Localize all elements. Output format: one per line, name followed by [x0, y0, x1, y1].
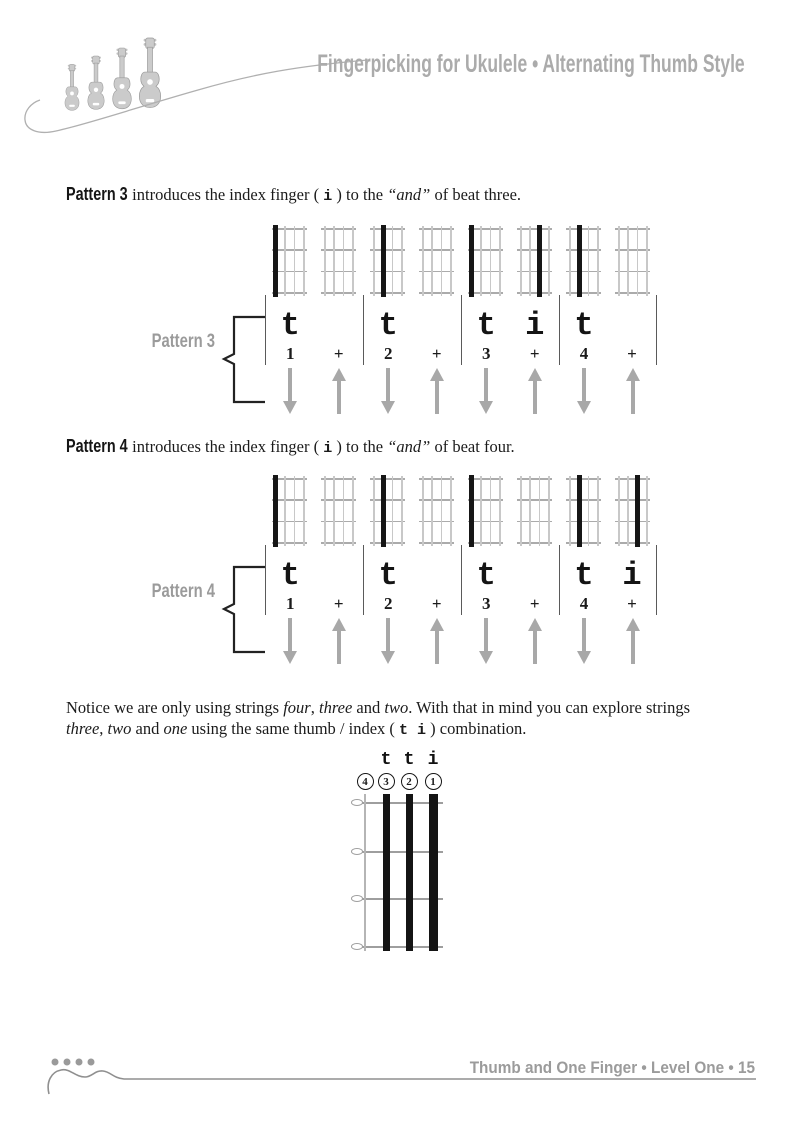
index-finger-symbol: i	[323, 440, 333, 457]
fret-line	[321, 249, 356, 251]
fret-line	[615, 292, 650, 294]
chord-grid	[372, 478, 403, 544]
strum-arrow-up	[314, 368, 363, 414]
beat-count: +	[431, 344, 442, 363]
notice-text: using the same thumb / index (	[187, 719, 400, 738]
finger-letter	[315, 311, 364, 345]
string-line	[480, 476, 482, 546]
fret-line	[419, 478, 454, 480]
string-line	[646, 476, 648, 546]
pattern3-label: Pattern 3	[151, 331, 215, 352]
fret-line	[419, 521, 454, 523]
string-line	[441, 476, 443, 546]
fret-line	[419, 499, 454, 501]
fret-line	[370, 521, 405, 523]
fret-line	[517, 542, 552, 544]
measure	[559, 545, 657, 615]
measure	[265, 295, 363, 365]
strum-arrow-down	[363, 618, 412, 664]
highlighted-string	[537, 225, 542, 297]
string-line	[303, 476, 305, 546]
string-line	[529, 226, 531, 296]
string-line	[618, 476, 620, 546]
string-number: 1	[430, 775, 436, 788]
highlighted-string	[577, 225, 582, 297]
string-line	[343, 476, 345, 546]
chord-grid	[568, 228, 599, 294]
fret-line	[321, 521, 356, 523]
string-line	[401, 476, 403, 546]
string-line	[294, 476, 296, 546]
grid-cell	[412, 228, 461, 294]
notice-text: and	[352, 698, 385, 717]
string-line	[392, 226, 394, 296]
fret-line	[566, 521, 601, 523]
string-line	[450, 226, 452, 296]
grid-cell	[461, 228, 510, 294]
highlighted-string	[381, 225, 386, 297]
fret-line	[517, 521, 552, 523]
page-title: Fingerpicking for Ukulele • Alternating Thumb Style	[317, 50, 745, 78]
pattern4-intro-lead: Pattern 4	[66, 436, 128, 456]
fret-line	[615, 228, 650, 230]
beat-cell	[266, 307, 315, 365]
strum-arrow-down	[559, 368, 608, 414]
pattern3-intro	[66, 184, 776, 207]
fret-line	[419, 542, 454, 544]
strum-arrow-down	[363, 368, 412, 414]
measure	[363, 295, 461, 365]
notice-italic: four	[283, 698, 311, 717]
pattern4-diagram	[240, 476, 680, 676]
notice-text: ,	[310, 698, 319, 717]
strum-arrow-up	[412, 368, 461, 414]
string-line	[627, 226, 629, 296]
string-3	[383, 794, 390, 951]
fret-line	[370, 292, 405, 294]
fret-end-cap	[351, 895, 363, 902]
fret-line	[321, 478, 356, 480]
finger-letter	[413, 311, 462, 345]
chord-grid	[274, 228, 305, 294]
chord-grid	[421, 478, 452, 544]
notice-text: . With that in mind you can explore strings	[408, 698, 690, 717]
finger-letter: i	[525, 307, 545, 344]
grid-cell	[461, 478, 510, 544]
string-line	[597, 226, 599, 296]
notice-paragraph	[66, 697, 776, 741]
beat-count: +	[529, 594, 540, 613]
fret-line	[615, 521, 650, 523]
notice-text: ) combination.	[426, 719, 527, 738]
string-line	[569, 226, 571, 296]
string-line	[627, 476, 629, 546]
beat-cell	[315, 311, 364, 365]
intro-text: of beat four.	[430, 437, 515, 456]
pattern4-intro	[66, 436, 776, 459]
beat-count: +	[333, 344, 344, 363]
beat-cell	[413, 561, 462, 615]
pattern3-diagram	[240, 226, 680, 426]
highlighted-string	[577, 475, 582, 547]
highlighted-string	[273, 475, 278, 547]
finger-letter	[315, 561, 364, 595]
strum-arrow-up	[314, 618, 363, 664]
string-line	[597, 476, 599, 546]
explore-finger-label: t	[403, 750, 415, 770]
strum-arrow-up	[510, 368, 559, 414]
fret-line	[517, 292, 552, 294]
fret-line	[370, 499, 405, 501]
string-4	[364, 794, 366, 951]
string-line	[539, 476, 541, 546]
grid-cell	[314, 228, 363, 294]
pattern4-label: Pattern 4	[151, 581, 215, 602]
fret-line	[370, 249, 405, 251]
strum-arrow-down	[461, 618, 510, 664]
finger-letter: t	[476, 557, 496, 594]
string-line	[324, 476, 326, 546]
beat-cell	[608, 311, 656, 365]
string-line	[618, 226, 620, 296]
string-line	[352, 476, 354, 546]
strum-arrow-down	[559, 618, 608, 664]
grid-cell	[559, 478, 608, 544]
fret-line	[517, 478, 552, 480]
chord-grid	[274, 478, 305, 544]
measure	[265, 545, 363, 615]
intro-text: of beat three.	[430, 185, 522, 204]
string-line	[284, 226, 286, 296]
notice-italic: two	[384, 698, 409, 717]
pattern4-staff	[265, 545, 660, 615]
notice-text: ,	[99, 719, 108, 738]
fret-line	[370, 271, 405, 273]
fret-line	[321, 499, 356, 501]
beat-count: +	[333, 594, 344, 613]
finger-letter: t	[574, 307, 594, 344]
string-line	[431, 476, 433, 546]
string-line	[499, 476, 501, 546]
string-line	[520, 476, 522, 546]
beat-cell	[608, 557, 656, 615]
fret-line	[321, 292, 356, 294]
chord-grid	[519, 478, 550, 544]
fret-line	[566, 478, 601, 480]
beat-count: +	[627, 594, 637, 613]
string-line	[352, 226, 354, 296]
string-line	[373, 476, 375, 546]
beat-count: 3	[482, 344, 491, 363]
chord-grid	[617, 478, 648, 544]
strum-arrow-down	[265, 618, 314, 664]
beat-cell	[560, 557, 608, 615]
index-finger-symbol: i	[323, 188, 333, 205]
string-number-badge	[401, 773, 418, 790]
highlighted-string	[469, 475, 474, 547]
notice-text: and	[131, 719, 164, 738]
string-line	[303, 226, 305, 296]
thumb-index-symbols: t i	[399, 722, 427, 739]
chord-grid	[617, 228, 648, 294]
finger-letter	[608, 311, 656, 345]
measure	[461, 545, 559, 615]
finger-letter: t	[280, 557, 300, 594]
string-line	[490, 226, 492, 296]
chord-grid	[372, 228, 403, 294]
fret-end-cap	[351, 943, 363, 950]
fret-line	[566, 499, 601, 501]
fret-line	[370, 478, 405, 480]
beat-count: +	[627, 344, 637, 363]
string-line	[324, 226, 326, 296]
quoted-and: “and”	[387, 437, 431, 456]
string-line	[548, 476, 550, 546]
finger-letter	[413, 561, 462, 595]
beat-count: +	[431, 594, 442, 613]
notice-italic: one	[163, 719, 188, 738]
fret-line	[566, 228, 601, 230]
notice-italic: three	[318, 698, 353, 717]
strum-arrow-down	[265, 368, 314, 414]
measure	[363, 545, 461, 615]
fret-line	[419, 292, 454, 294]
finger-letter: t	[378, 307, 398, 344]
string-line	[441, 226, 443, 296]
intro-text: ) to the	[332, 437, 388, 456]
beat-cell	[511, 307, 560, 365]
grid-cell	[265, 478, 314, 544]
beat-cell	[315, 561, 364, 615]
fret-line	[321, 228, 356, 230]
chord-grid	[421, 228, 452, 294]
fret-line	[615, 499, 650, 501]
fret-line	[321, 271, 356, 273]
string-line	[588, 476, 590, 546]
beat-cell	[462, 307, 511, 365]
pattern3-intro-lead: Pattern 3	[66, 184, 128, 204]
grid-cell	[510, 478, 559, 544]
pattern3-staff	[265, 295, 660, 365]
finger-letter: t	[574, 557, 594, 594]
string-line	[490, 476, 492, 546]
fret-end-cap	[351, 848, 363, 855]
string-1	[429, 794, 438, 951]
string-line	[333, 226, 335, 296]
beat-count: +	[529, 344, 540, 363]
string-line	[422, 476, 424, 546]
fret-line	[566, 249, 601, 251]
fret-line	[615, 542, 650, 544]
finger-letter: t	[378, 557, 398, 594]
string-line	[569, 476, 571, 546]
highlighted-string	[273, 225, 278, 297]
highlighted-string	[469, 225, 474, 297]
string-line	[422, 226, 424, 296]
highlighted-string	[381, 475, 386, 547]
pattern3-grids	[265, 228, 657, 294]
beat-cell	[462, 557, 511, 615]
intro-text: introduces the index finger (	[128, 185, 324, 204]
string-line	[548, 226, 550, 296]
notice-italic: two	[107, 719, 132, 738]
finger-letter: t	[476, 307, 496, 344]
string-line	[637, 226, 639, 296]
grid-cell	[265, 228, 314, 294]
string-number: 2	[406, 775, 412, 788]
beat-cell	[413, 311, 462, 365]
strum-arrow-up	[412, 618, 461, 664]
string-line	[401, 226, 403, 296]
notice-text: Notice we are only using strings	[66, 698, 284, 717]
beat-count: 4	[579, 344, 589, 363]
measure	[461, 295, 559, 365]
beat-count: 2	[384, 344, 393, 363]
fret-line	[566, 292, 601, 294]
string-line	[450, 476, 452, 546]
beat-count: 4	[579, 594, 589, 613]
fret-line	[517, 228, 552, 230]
strum-arrow-down	[461, 368, 510, 414]
beat-count: 3	[482, 594, 491, 613]
beat-cell	[266, 557, 315, 615]
string-line	[646, 226, 648, 296]
explore-finger-label: t	[380, 750, 392, 770]
explore-finger-label: i	[427, 750, 439, 770]
string-line	[373, 226, 375, 296]
beat-count: 1	[286, 594, 295, 613]
grid-cell	[363, 228, 412, 294]
strum-arrow-up	[608, 618, 657, 664]
fret-line	[615, 271, 650, 273]
string-line	[529, 476, 531, 546]
grid-cell	[363, 478, 412, 544]
beat-cell	[511, 561, 560, 615]
chord-grid	[470, 228, 501, 294]
chord-grid	[568, 478, 599, 544]
grid-cell	[412, 478, 461, 544]
grid-cell	[559, 228, 608, 294]
string-line	[284, 476, 286, 546]
fret-line	[615, 249, 650, 251]
fret-line	[615, 478, 650, 480]
fret-line	[566, 271, 601, 273]
chord-grid	[323, 228, 354, 294]
fret-line	[517, 271, 552, 273]
finger-letter: t	[280, 307, 300, 344]
string-line	[588, 226, 590, 296]
grid-cell	[608, 228, 657, 294]
string-line	[480, 226, 482, 296]
chord-grid	[519, 228, 550, 294]
fret-line	[419, 249, 454, 251]
string-number: 4	[362, 775, 368, 788]
chord-grid	[470, 478, 501, 544]
quoted-and: “and”	[387, 185, 431, 204]
grid-cell	[314, 478, 363, 544]
beat-cell	[364, 307, 413, 365]
string-number-badge	[378, 773, 395, 790]
notice-italic: three	[66, 719, 100, 738]
beat-cell	[364, 557, 413, 615]
grid-cell	[510, 228, 559, 294]
footer-page-label: Thumb and One Finger • Level One • 15	[469, 1058, 755, 1077]
fret-line	[419, 271, 454, 273]
fret-line	[419, 228, 454, 230]
finger-letter	[511, 561, 560, 595]
fret-line	[517, 499, 552, 501]
intro-text: introduces the index finger (	[128, 437, 324, 456]
fret-line	[517, 249, 552, 251]
string-number-badge	[357, 773, 374, 790]
fret-line	[566, 542, 601, 544]
string-line	[431, 226, 433, 296]
string-line	[499, 226, 501, 296]
chord-grid	[323, 478, 354, 544]
grid-cell	[608, 478, 657, 544]
string-line	[343, 226, 345, 296]
beat-count: 2	[384, 594, 393, 613]
string-2	[406, 794, 413, 951]
string-number-badge	[425, 773, 442, 790]
pattern4-arrows	[265, 618, 657, 664]
string-line	[520, 226, 522, 296]
measure	[559, 295, 657, 365]
highlighted-string	[635, 475, 640, 547]
finger-letter: i	[622, 557, 642, 594]
fret-line	[370, 542, 405, 544]
string-line	[392, 476, 394, 546]
beat-count: 1	[286, 344, 295, 363]
intro-text: ) to the	[332, 185, 388, 204]
string-line	[294, 226, 296, 296]
string-line	[333, 476, 335, 546]
fret-line	[370, 228, 405, 230]
fret-end-cap	[351, 799, 363, 806]
explore-strings-diagram	[343, 752, 453, 958]
pattern3-arrows	[265, 368, 657, 414]
strum-arrow-up	[510, 618, 559, 664]
fret-line	[321, 542, 356, 544]
beat-cell	[560, 307, 608, 365]
string-number: 3	[383, 775, 389, 788]
strum-arrow-up	[608, 368, 657, 414]
pattern4-grids	[265, 478, 657, 544]
